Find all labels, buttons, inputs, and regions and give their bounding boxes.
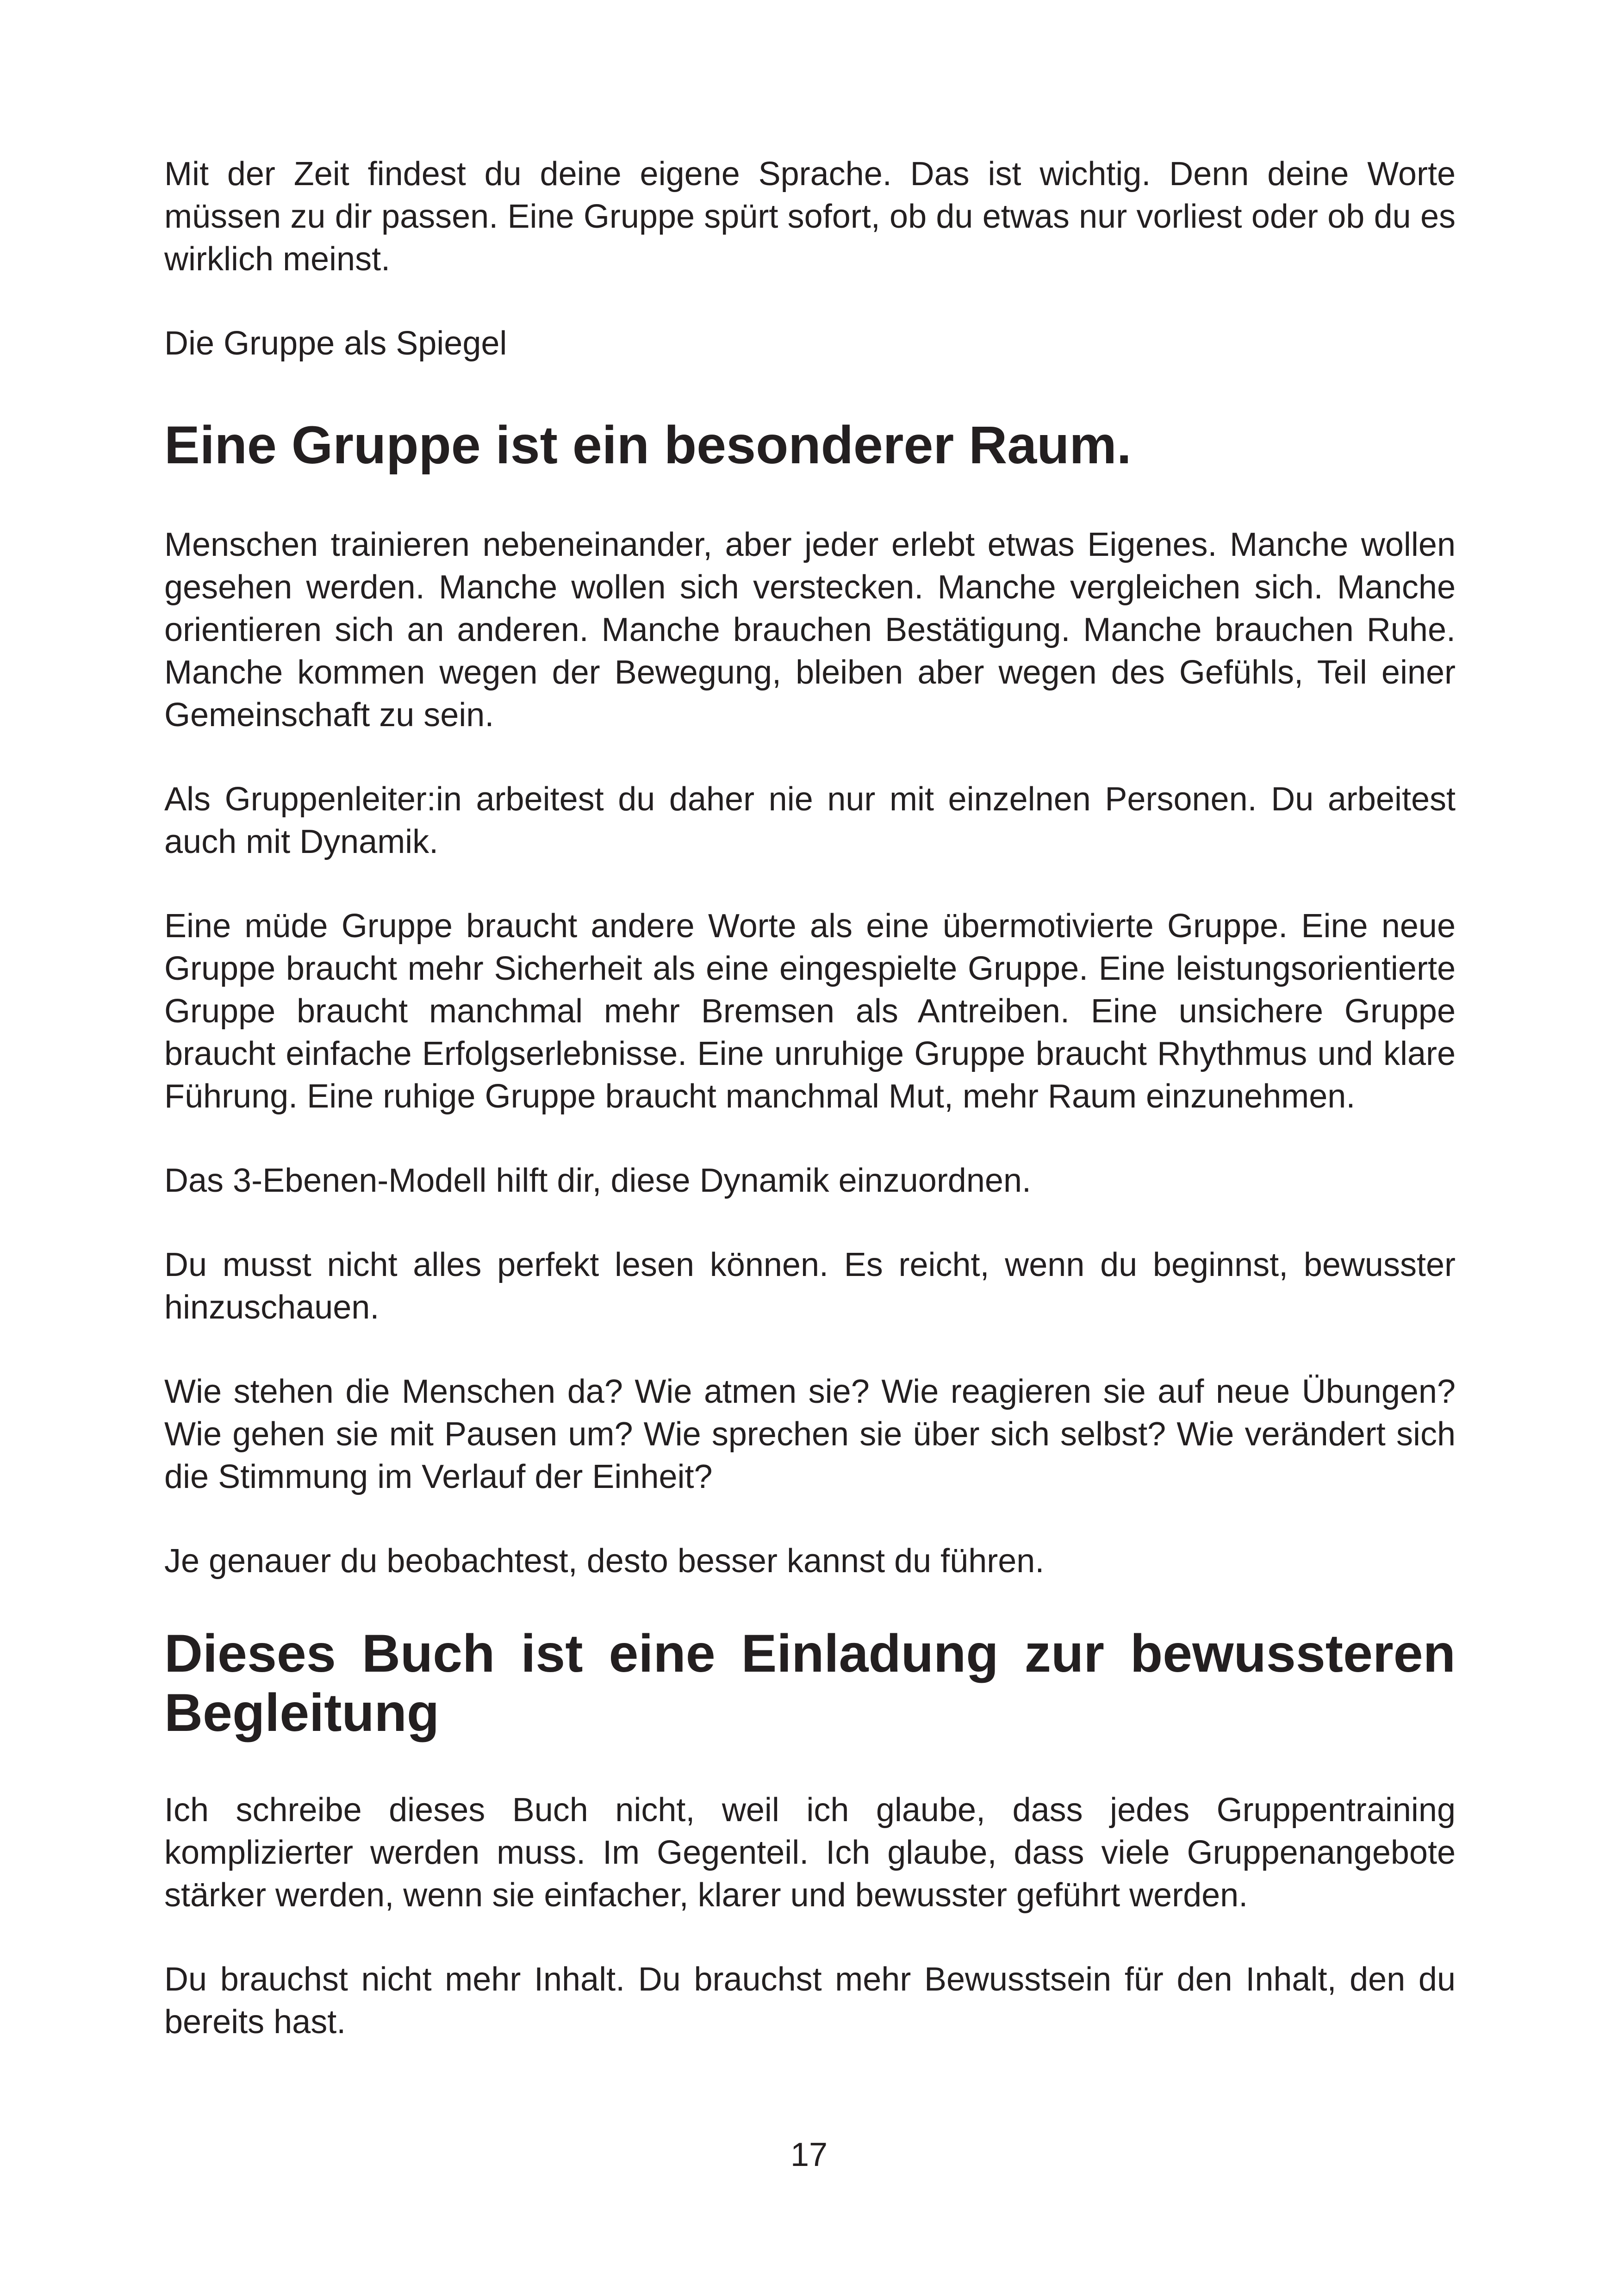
paragraph: Je genauer du beobachtest, desto besser kannst du führen. <box>164 1543 1045 1580</box>
paragraph: Du musst nicht alles perfekt lesen können. Es reicht, wenn du beginnst, bewusster hinzuschauen. <box>164 1246 1456 1326</box>
paragraph: Mit der Zeit findest du deine eigene Sprache. Das ist wichtig. Denn deine Worte müssen zu dir passen. Eine Gruppe spürt sofort, ob du etwas nur vorliest oder ob du es wirklich meinst. <box>164 156 1456 278</box>
paragraph: Ich schreibe dieses Buch nicht, weil ich glaube, dass jedes Gruppentraining komplizierter werden muss. Im Gegenteil. Ich glaube, dass viele Gruppenangebote stärker werden, wenn sie einfacher, klarer und bewusster geführt werden. <box>164 1792 1456 1914</box>
paragraph: Das 3-Ebenen-Modell hilft dir, diese Dynamik einzuordnen. <box>164 1162 1031 1199</box>
heading-eine-gruppe: Eine Gruppe ist ein besonderer Raum. <box>164 416 1132 475</box>
paragraph: Eine müde Gruppe braucht andere Worte als eine übermotivierte Gruppe. Eine neue Gruppe braucht mehr Sicherheit als eine eingespielte Gruppe. Eine leistungsorientierte Gruppe braucht manchmal mehr Bremsen als Antreiben. Eine unsichere Gruppe braucht einfache Erfolgserlebnisse. Eine unruhige Gruppe braucht Rhythmus und klare Führung. Eine ruhige Gruppe braucht manchmal Mut, mehr Raum einzunehmen. <box>164 908 1456 1115</box>
page-number: 17 <box>790 2136 828 2173</box>
paragraph: Du brauchst nicht mehr Inhalt. Du brauchst mehr Bewusstsein für den Inhalt, den du bereits hast. <box>164 1961 1456 2041</box>
page-content <box>164 153 1456 2085</box>
paragraph: Wie stehen die Menschen da? Wie atmen sie? Wie reagieren sie auf neue Übungen? Wie gehen sie mit Pausen um? Wie sprechen sie über sich selbst? Wie verändert sich die Stimmung im Verlauf der Einheit? <box>164 1373 1456 1495</box>
section-label: Die Gruppe als Spiegel <box>164 325 507 362</box>
heading-dieses-buch: Dieses Buch ist eine Einladung zur bewussteren Begleitung <box>164 1624 1456 1742</box>
paragraph: Als Gruppenleiter:in arbeitest du daher nie nur mit einzelnen Personen. Du arbeitest auch mit Dynamik. <box>164 781 1456 860</box>
paragraph: Menschen trainieren nebeneinander, aber jeder erlebt etwas Eigenes. Manche wollen gesehen werden. Manche wollen sich verstecken. Manche vergleichen sich. Manche orientieren sich an anderen. Manche brauchen Bestätigung. Manche brauchen Ruhe. Manche kommen wegen der Bewegung, bleiben aber wegen des Gefühls, Teil einer Gemeinschaft zu sein. <box>164 526 1456 734</box>
